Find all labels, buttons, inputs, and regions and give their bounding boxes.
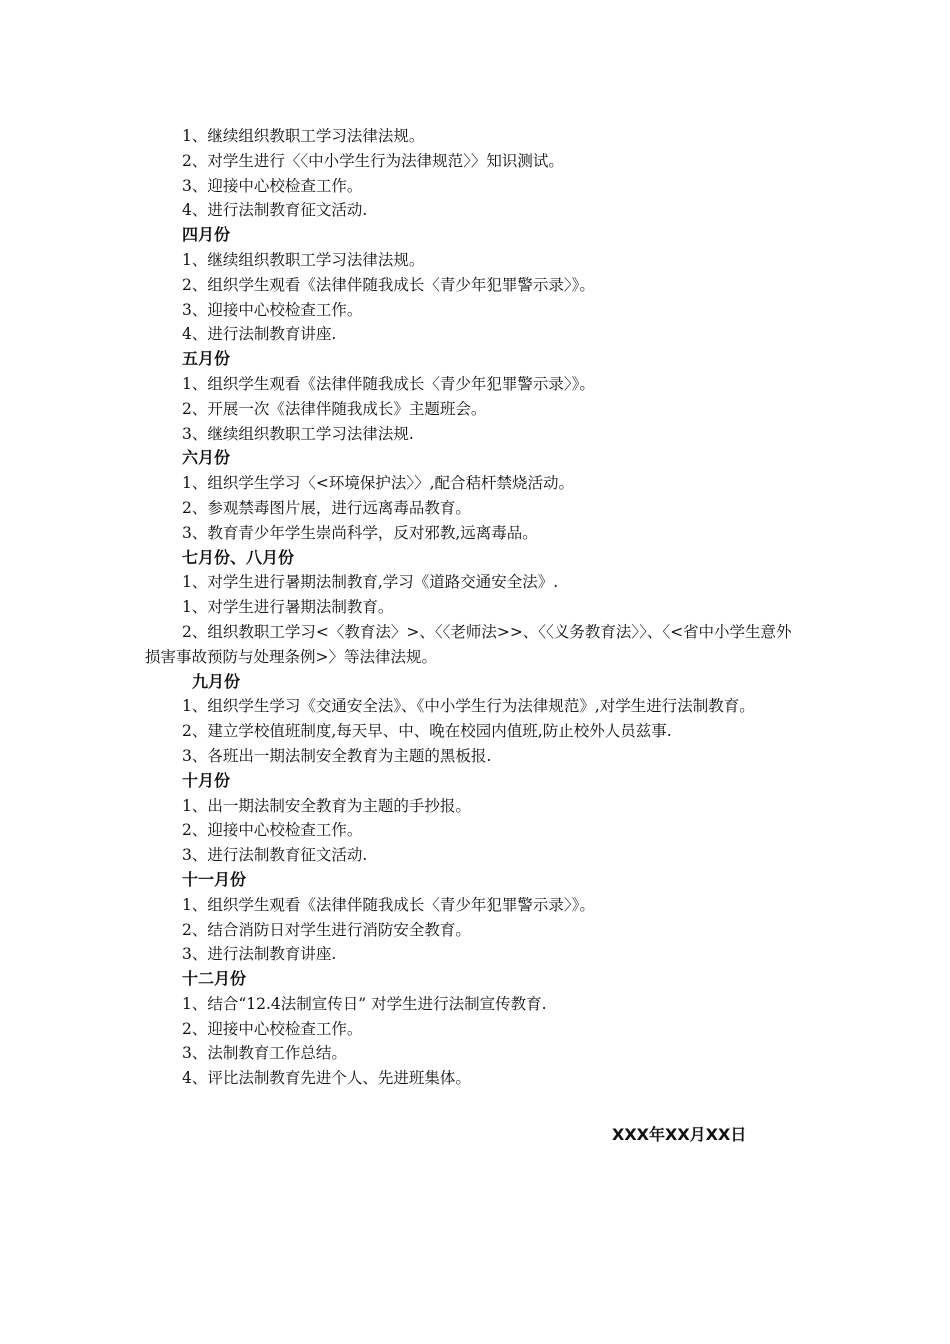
list-item: 1、结合“12.4法制宣传日” 对学生进行法制宣传教育. xyxy=(182,994,547,1013)
list-item: 1、组织学生学习〈<环境保护法〉〉,配合秸杆禁烧活动。 xyxy=(182,474,575,493)
list-item: 1、继续组织教职工学习法律法规。 xyxy=(182,127,425,145)
list-item: 3、迎接中心校检查工作。 xyxy=(182,176,363,195)
list-item: 2、组织教职工学习<〈教育法〉>、〈〈老师法>>、〈〈义务教育法〉〉、〈<省中小学生意外损害事故预防与处理条例>〉等法律法规。 xyxy=(145,622,792,666)
list-item: 1、组织学生观看《法律伴随我成长〈青少年犯罪警示录〉》。 xyxy=(182,374,595,393)
section-heading-september: 九月份 xyxy=(192,671,241,691)
document-body xyxy=(145,124,805,1091)
section-heading-july-august: 七月份、八月份 xyxy=(182,547,295,567)
section-heading-november: 十一月份 xyxy=(182,869,247,889)
list-item: 2、参观禁毒图片展，进行远离毒品教育。 xyxy=(182,498,471,517)
list-item: 4、评比法制教育先进个人、先进班集体。 xyxy=(182,1069,471,1088)
list-item: 3、教育青少年学生崇尚科学，反对邪教,远离毒品。 xyxy=(182,523,538,542)
list-item: 1、组织学生观看《法律伴随我成长〈青少年犯罪警示录〉》。 xyxy=(182,895,595,914)
list-item: 1、继续组织教职工学习法律法规。 xyxy=(182,250,425,269)
list-item: 1、对学生进行暑期法制教育,学习《道路交通安全法》. xyxy=(182,573,559,592)
list-item: 2、迎接中心校检查工作。 xyxy=(182,1019,363,1038)
list-item: 4、进行法制教育讲座. xyxy=(182,325,337,344)
list-item: 3、进行法制教育征文活动. xyxy=(182,846,368,865)
list-item: 1、组织学生学习《交通安全法》、《中小学生行为法律规范》,对学生进行法制教育。 xyxy=(182,697,755,716)
list-item: 2、对学生进行〈〈中小学生行为法律规范〉〉知识测试。 xyxy=(182,151,564,170)
list-item: 3、继续组织教职工学习法律法规. xyxy=(182,424,414,443)
list-item: 4、进行法制教育征文活动. xyxy=(182,201,368,220)
list-item: 3、迎接中心校检查工作。 xyxy=(182,300,363,319)
list-item: 2、组织学生观看《法律伴随我成长〈青少年犯罪警示录〉》。 xyxy=(182,275,595,294)
list-item: 2、迎接中心校检查工作。 xyxy=(182,821,363,840)
document-date: XXX年XX月XX日 xyxy=(612,1125,747,1144)
list-item: 3、各班出一期法制安全教育为主题的黑板报. xyxy=(182,746,492,765)
section-heading-april: 四月份 xyxy=(182,225,231,245)
list-item: 3、进行法制教育讲座. xyxy=(182,945,337,964)
list-item: 2、开展一次《法律伴随我成长》主题班会。 xyxy=(182,399,487,418)
list-item: 3、法制教育工作总结。 xyxy=(182,1044,347,1063)
list-item: 1、对学生进行暑期法制教育。 xyxy=(182,598,394,617)
list-item: 2、结合消防日对学生进行消防安全教育。 xyxy=(182,920,471,939)
list-item: 2、建立学校值班制度,每天早、中、晚在校园内值班,防止校外人员兹事. xyxy=(182,722,672,741)
section-heading-december: 十二月份 xyxy=(182,969,247,989)
section-heading-october: 十月份 xyxy=(182,770,231,790)
section-heading-june: 六月份 xyxy=(182,448,231,468)
section-heading-may: 五月份 xyxy=(182,349,231,369)
list-item: 1、出一期法制安全教育为主题的手抄报。 xyxy=(182,796,471,815)
